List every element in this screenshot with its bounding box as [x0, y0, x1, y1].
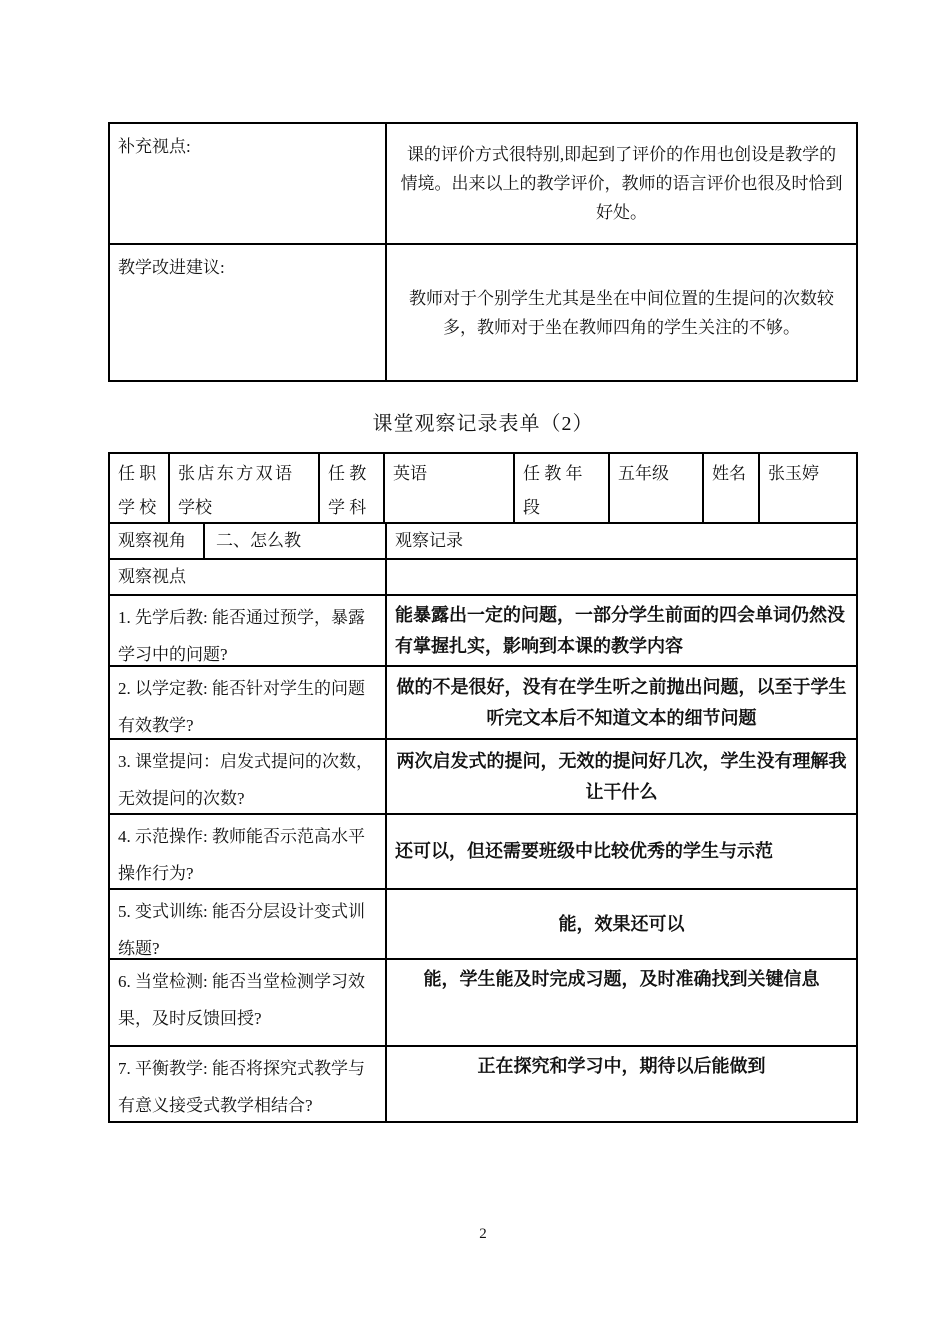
answer-text: 能，效果还可以	[558, 913, 685, 934]
viewpoint-empty-cell	[387, 560, 856, 594]
question-cell: 6. 当堂检测: 能否当堂检测学习效果，及时反馈回授?	[110, 960, 387, 1045]
supplement-viewpoint-text: 课的评价方式很特别,即起到了评价的作用也创设是教学的情境。出来以上的教学评价，教师的语言评价也很及时恰到好处。	[400, 145, 843, 222]
perspective-value-cell: 二、怎么教	[205, 524, 387, 558]
observation-table	[108, 452, 858, 1123]
grade-label-cell: 任 教 年 段	[515, 454, 610, 522]
name-label-cell: 姓名	[704, 454, 760, 522]
supplement-viewpoint-content	[387, 124, 856, 243]
table-header-row	[110, 454, 856, 524]
improvement-suggestion-text: 教师对于个别学生尤其是坐在中间位置的生提问的次数较多，教师对于坐在教师四角的学生关注的不够。	[409, 288, 834, 337]
perspective-row	[110, 524, 856, 560]
answer-text: 做的不是很好，没有在学生听之前抛出问题，以至于学生听完文本后不知道文本的细节问题	[396, 676, 847, 728]
supplement-viewpoint-label: 补充视点:	[110, 124, 387, 243]
answer-cell	[387, 596, 856, 665]
answer-cell	[387, 667, 856, 738]
answer-text: 能，学生能及时完成习题，及时准确找到关键信息	[423, 969, 820, 989]
viewpoint-row	[110, 560, 856, 596]
observation-row-6	[110, 960, 856, 1047]
school-label-cell: 任 职 学 校	[110, 454, 170, 522]
question-cell: 4. 示范操作: 教师能否示范高水平操作行为?	[110, 815, 387, 888]
question-cell: 3. 课堂提问：启发式提问的次数，无效提问的次数?	[110, 740, 387, 813]
page-number: 2	[479, 1226, 487, 1242]
observation-row-7	[110, 1047, 856, 1121]
answer-cell	[387, 815, 856, 888]
name-value-cell: 张玉婷	[768, 464, 819, 483]
question-cell: 2. 以学定教: 能否针对学生的问题有效教学?	[110, 667, 387, 738]
subject-label-cell: 任 教 学 科	[320, 454, 385, 522]
answer-text: 两次启发式的提问，无效的提问好几次，学生没有理解我让干什么	[396, 750, 847, 802]
improvement-suggestion-content	[387, 245, 856, 380]
question-cell: 1. 先学后教: 能否通过预学，暴露学习中的问题?	[110, 596, 387, 665]
answer-text: 还可以，但还需要班级中比较优秀的学生与示范	[395, 841, 773, 861]
supplement-table	[108, 122, 858, 382]
answer-cell	[387, 740, 856, 813]
observation-row-1	[110, 596, 856, 667]
improvement-suggestion-label: 教学改进建议:	[110, 245, 387, 380]
page-title: 课堂观察记录表单（2）	[372, 413, 594, 435]
record-label-cell: 观察记录	[395, 531, 463, 550]
perspective-label-cell: 观察视角	[110, 524, 205, 558]
answer-cell	[387, 890, 856, 958]
observation-row-5	[110, 890, 856, 960]
table-row	[110, 124, 856, 245]
question-cell: 5. 变式训练: 能否分层设计变式训练题?	[110, 890, 387, 958]
viewpoint-label-cell: 观察视点	[110, 560, 387, 594]
observation-row-2	[110, 667, 856, 740]
subject-value-cell: 英语	[385, 454, 515, 522]
observation-row-4	[110, 815, 856, 890]
answer-cell	[387, 960, 856, 1045]
observation-row-3	[110, 740, 856, 815]
answer-text: 正在探究和学习中，期待以后能做到	[477, 1056, 766, 1076]
school-value-cell: 张店东方双语学校	[170, 454, 320, 522]
grade-value-cell: 五年级	[610, 454, 704, 522]
question-cell: 7. 平衡教学: 能否将探究式教学与有意义接受式教学相结合?	[110, 1047, 387, 1121]
table-row	[110, 245, 856, 380]
answer-cell	[387, 1047, 856, 1121]
answer-text: 能暴露出一定的问题，一部分学生前面的四会单词仍然没有掌握扎实，影响到本课的教学内容	[395, 604, 845, 656]
